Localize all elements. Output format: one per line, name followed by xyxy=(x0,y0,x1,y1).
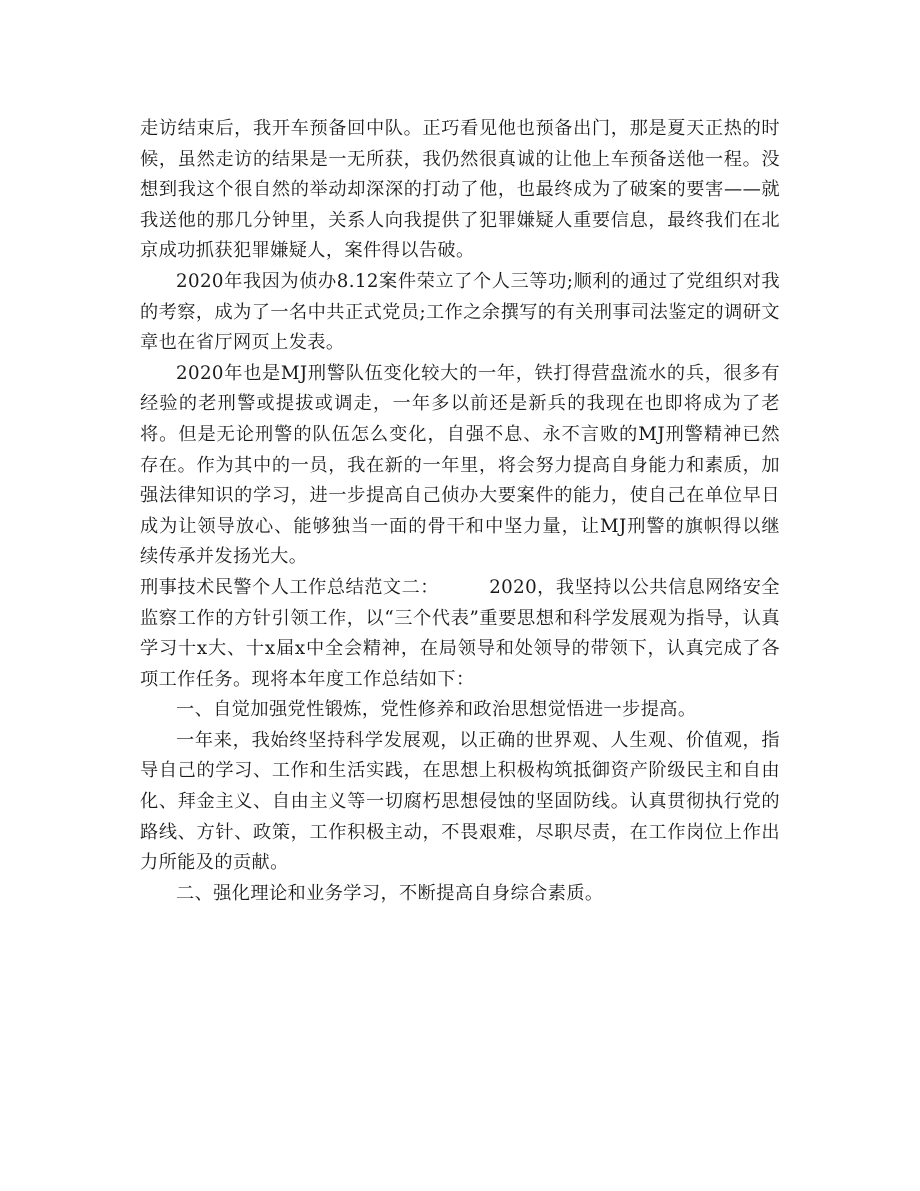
section-heading-party-spirit: 一、自觉加强党性锻炼，党性修养和政治思想觉悟进一步提高。 xyxy=(176,699,697,721)
paragraph-worldview: 一年来，我始终坚持科学发展观，以正确的世界观、人生观、价值观，指导自己的学习、工作和生活实践，在思想上积极构筑抵御资产阶级民主和自由化、拜金主义、自由主义等一切腐朽思想侵蚀的坚固防线。认真贯彻执行党的路线、方针、政策，工作积极主动，不畏艰难，尽职尽责，在工作岗位上作出力所能及的贡献。 xyxy=(140,729,780,874)
paragraph-team-change: 2020年也是MJ刑警队伍变化较大的一年，铁打得营盘流水的兵，很多有经验的老刑警或提拔或调走，一年多以前还是新兵的我现在也即将成为了老将。但是无论刑警的队伍怎么变化，自强不息、永不言败的MJ刑警精神已然存在。作为其中的一员，我在新的一年里，将会努力提高自身能力和素质，加强法律知识的学习，进一步提高自己侦办大要案件的能力，使自己在单位早日成为让领导放心、能够独当一面的骨干和中坚力量，让MJ刑警的旗帜得以继续传承并发扬光大。 xyxy=(140,362,780,568)
paragraph-visit-story: 走访结束后，我开车预备回中队。正巧看见他也预备出门，那是夏天正热的时候，虽然走访的结果是一无所获，我仍然很真诚的让他上车预备送他一程。没想到我这个很自然的举动却深深的打动了他，也最终成为了破案的要害——就我送他的那几分钟里，关系人向我提供了犯罪嫌疑人重要信息，最终我们在北京成功抓获犯罪嫌疑人，案件得以告破。 xyxy=(140,118,780,262)
paragraph-sample-two-intro: 刑事技术民警个人工作总结范文二： 2020，我坚持以公共信息网络安全监察工作的方针引领工作，以“三个代表”重要思想和科学发展观为指导，认真学习十x大、十x届x中全会精神，在局领导和处领导的带领下，认真完成了各项工作任务。现将本年度工作总结如下： xyxy=(140,576,780,690)
paragraph-2020-award: 2020年我因为侦办8.12案件荣立了个人三等功;顺利的通过了党组织对我的考察，成为了一名中共正式党员;工作之余撰写的有关刑事司法鉴定的调研文章也在省厅网页上发表。 xyxy=(140,270,780,354)
section-heading-study: 二、强化理论和业务学习，不断提高自身综合素质。 xyxy=(176,882,604,904)
document-body xyxy=(140,114,780,909)
